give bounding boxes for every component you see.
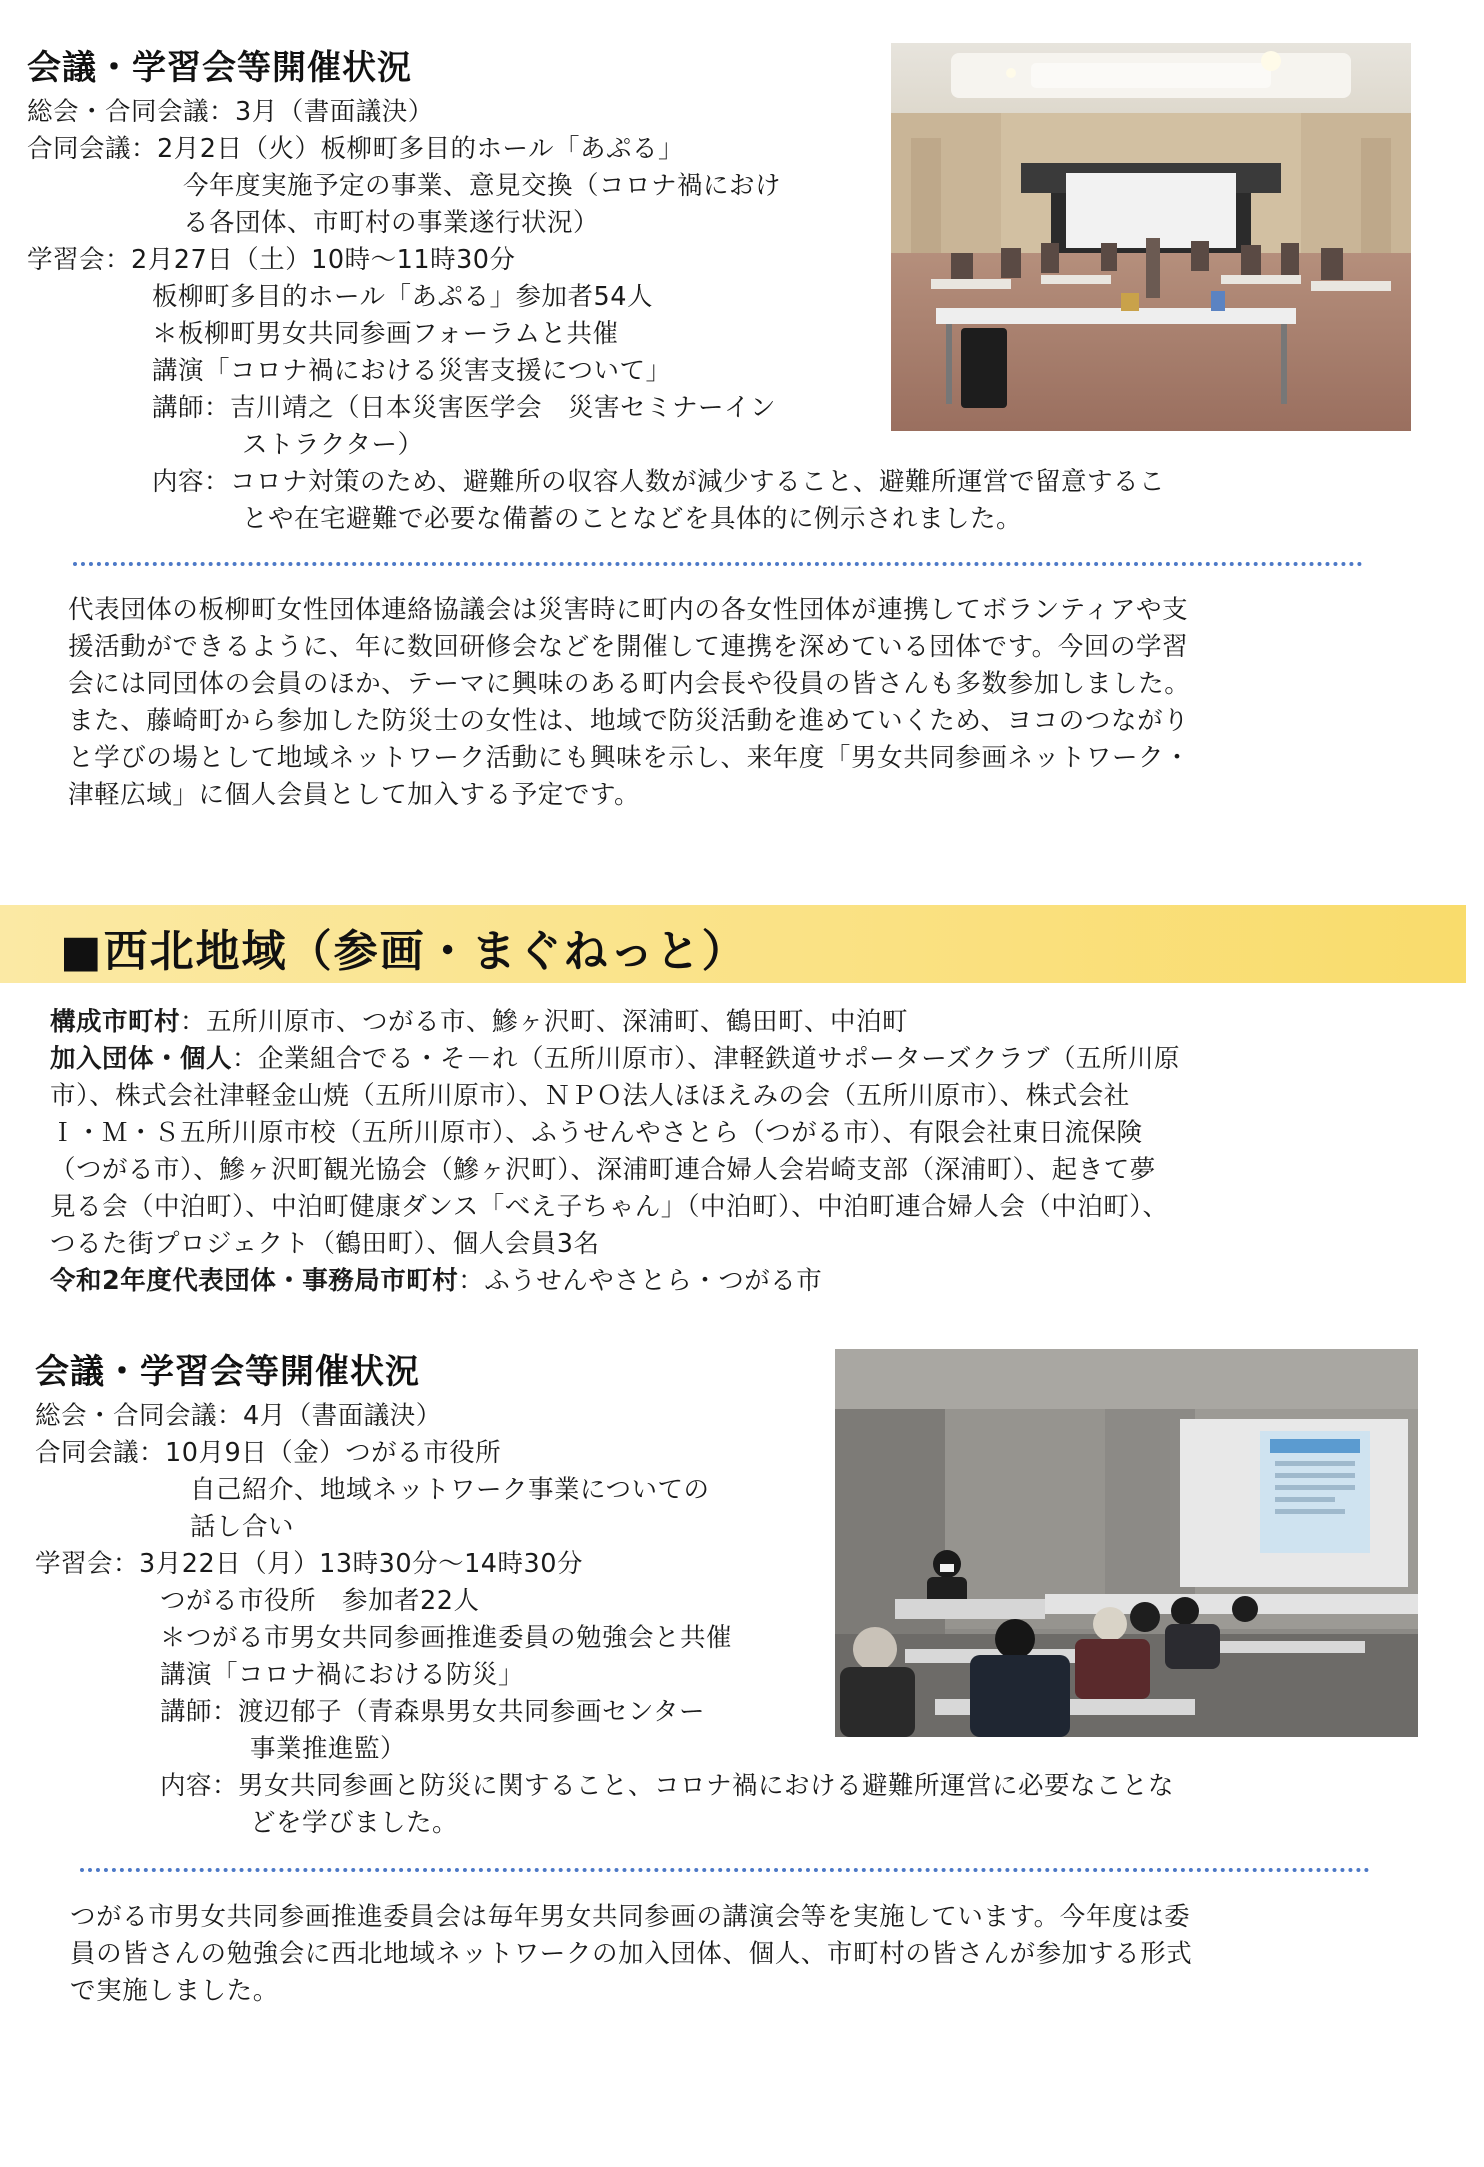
section2-line: 総会・合同会議：4月（書面議決） xyxy=(35,1401,442,1431)
region-title: ■西北地域（参画・まぐねっと） xyxy=(60,926,748,977)
section1-line: 学習会：2月27日（土）10時～11時30分 xyxy=(27,245,516,275)
section2-line: つがる市役所 参加者22人 xyxy=(160,1586,480,1616)
groups-text: ：企業組合でる・そ－れ（五所川原市）、津軽鉄道サポーターズクラブ（五所川原 xyxy=(232,1044,1180,1074)
groups-line: 見る会（中泊町）、中泊町健康ダンス「べえ子ちゃん」（中泊町）、中泊町連合婦人会（中泊町）、 xyxy=(50,1192,1169,1222)
section2-line: どを学びました。 xyxy=(250,1808,459,1838)
region-title-band xyxy=(0,905,1466,983)
representative-line xyxy=(50,1263,822,1300)
groups-line: つるた街プロジェクト（鶴田町）、個人会員3名 xyxy=(50,1229,600,1259)
seminar-photo xyxy=(835,1349,1418,1737)
section1-paragraph-line: と学びの場として地域ネットワーク活動にも興味を示し、来年度「男女共同参画ネットワーク・ xyxy=(68,743,1191,773)
section1-line: 今年度実施予定の事業、意見交換（コロナ禍におけ xyxy=(183,171,782,201)
section1-line: 合同会議：2月2日（火）板柳町多目的ホール「あぷる」 xyxy=(27,134,684,164)
section2-line: 学習会：3月22日（月）13時30分～14時30分 xyxy=(35,1549,583,1579)
section1-line: とや在宅避難で必要な備蓄のことなどを具体的に例示されました。 xyxy=(242,504,1023,534)
section2-paragraph-line: 員の皆さんの勉強会に西北地域ネットワークの加入団体、個人、市町村の皆さんが参加する形式 xyxy=(70,1939,1193,1969)
section2-line: 話し合い xyxy=(190,1512,295,1542)
section1-line: 講演「コロナ禍における災害支援について」 xyxy=(152,356,672,386)
section2-line: 講演「コロナ禍における防災」 xyxy=(160,1660,525,1690)
section1-line: 板柳町多目的ホール「あぷる」参加者54人 xyxy=(152,282,653,312)
section1-line: 講師：吉川靖之（日本災害医学会 災害セミナーイン xyxy=(152,393,777,423)
groups-line: （つがる市）、鰺ヶ沢町観光協会（鰺ヶ沢町）、深浦町連合婦人会岩崎支部（深浦町）、起きて夢 xyxy=(50,1155,1156,1185)
section1-paragraph-line: 津軽広域」に個人会員として加入する予定です。 xyxy=(68,780,641,810)
representative-text: ：ふうせんやさとら・つがる市 xyxy=(458,1266,823,1296)
section2-line: ＊つがる市男女共同参画推進委員の勉強会と共催 xyxy=(160,1623,733,1653)
dotted-divider xyxy=(80,1868,1370,1872)
section2-line: 内容：男女共同参画と防災に関すること、コロナ禍における避難所運営に必要なことな xyxy=(160,1771,1175,1801)
section2-line: 講師：渡辺郁子（青森県男女共同参画センター xyxy=(160,1697,705,1727)
section1-paragraph-line: 会には同団体の会員のほか、テーマに興味のある町内会長や役員の皆さんも多数参加しました。 xyxy=(68,669,1191,699)
section2-line: 事業推進監） xyxy=(250,1734,407,1764)
section1-line: 総会・合同会議：3月（書面議決） xyxy=(27,97,434,127)
section2-heading: 会議・学習会等開催状況 xyxy=(35,1352,420,1392)
section1-paragraph-line: 代表団体の板柳町女性団体連絡協議会は災害時に町内の各女性団体が連携してボランティアや支 xyxy=(68,595,1189,625)
section1-line: ストラクター） xyxy=(242,430,424,460)
members-text: ：五所川原市、つがる市、鰺ヶ沢町、深浦町、鶴田町、中泊町 xyxy=(180,1007,909,1037)
dotted-divider xyxy=(73,562,1363,566)
representative-label: 令和2年度代表団体・事務局市町村 xyxy=(50,1266,459,1296)
section2-line: 自己紹介、地域ネットワーク事業についての xyxy=(190,1475,710,1505)
hall-meeting-photo xyxy=(891,43,1411,431)
section1-line: ＊板柳町男女共同参画フォーラムと共催 xyxy=(152,319,619,349)
groups-line: 市）、株式会社津軽金山焼（五所川原市）、ＮＰＯ法人ほほえみの会（五所川原市）、株式会社 xyxy=(50,1081,1130,1111)
section1-heading: 会議・学習会等開催状況 xyxy=(27,48,412,88)
section2-line: 合同会議：10月9日（金）つがる市役所 xyxy=(35,1438,502,1468)
groups-line xyxy=(50,1041,1180,1078)
section1-paragraph-line: また、藤崎町から参加した防災士の女性は、地域で防災活動を進めていくため、ヨコのつながり xyxy=(68,706,1190,736)
section1-line: 内容：コロナ対策のため、避難所の収容人数が減少すること、避難所運営で留意するこ xyxy=(152,467,1165,497)
section2-paragraph-line: つがる市男女共同参画推進委員会は毎年男女共同参画の講演会等を実施しています。今年度は委 xyxy=(70,1902,1191,1932)
groups-line: Ｉ・Ｍ・Ｓ五所川原市校（五所川原市）、ふうせんやさとら（つがる市）、有限会社東日流保険 xyxy=(50,1118,1143,1148)
members-line xyxy=(50,1004,908,1041)
section1-paragraph-line: 援活動ができるように、年に数回研修会などを開催して連携を深めている団体です。今回の学習 xyxy=(68,632,1189,662)
members-label: 構成市町村 xyxy=(50,1007,181,1037)
section2-paragraph-line: で実施しました。 xyxy=(70,1976,279,2006)
groups-label: 加入団体・個人 xyxy=(50,1044,233,1074)
section1-line: る各団体、市町村の事業遂行状況） xyxy=(183,208,600,238)
